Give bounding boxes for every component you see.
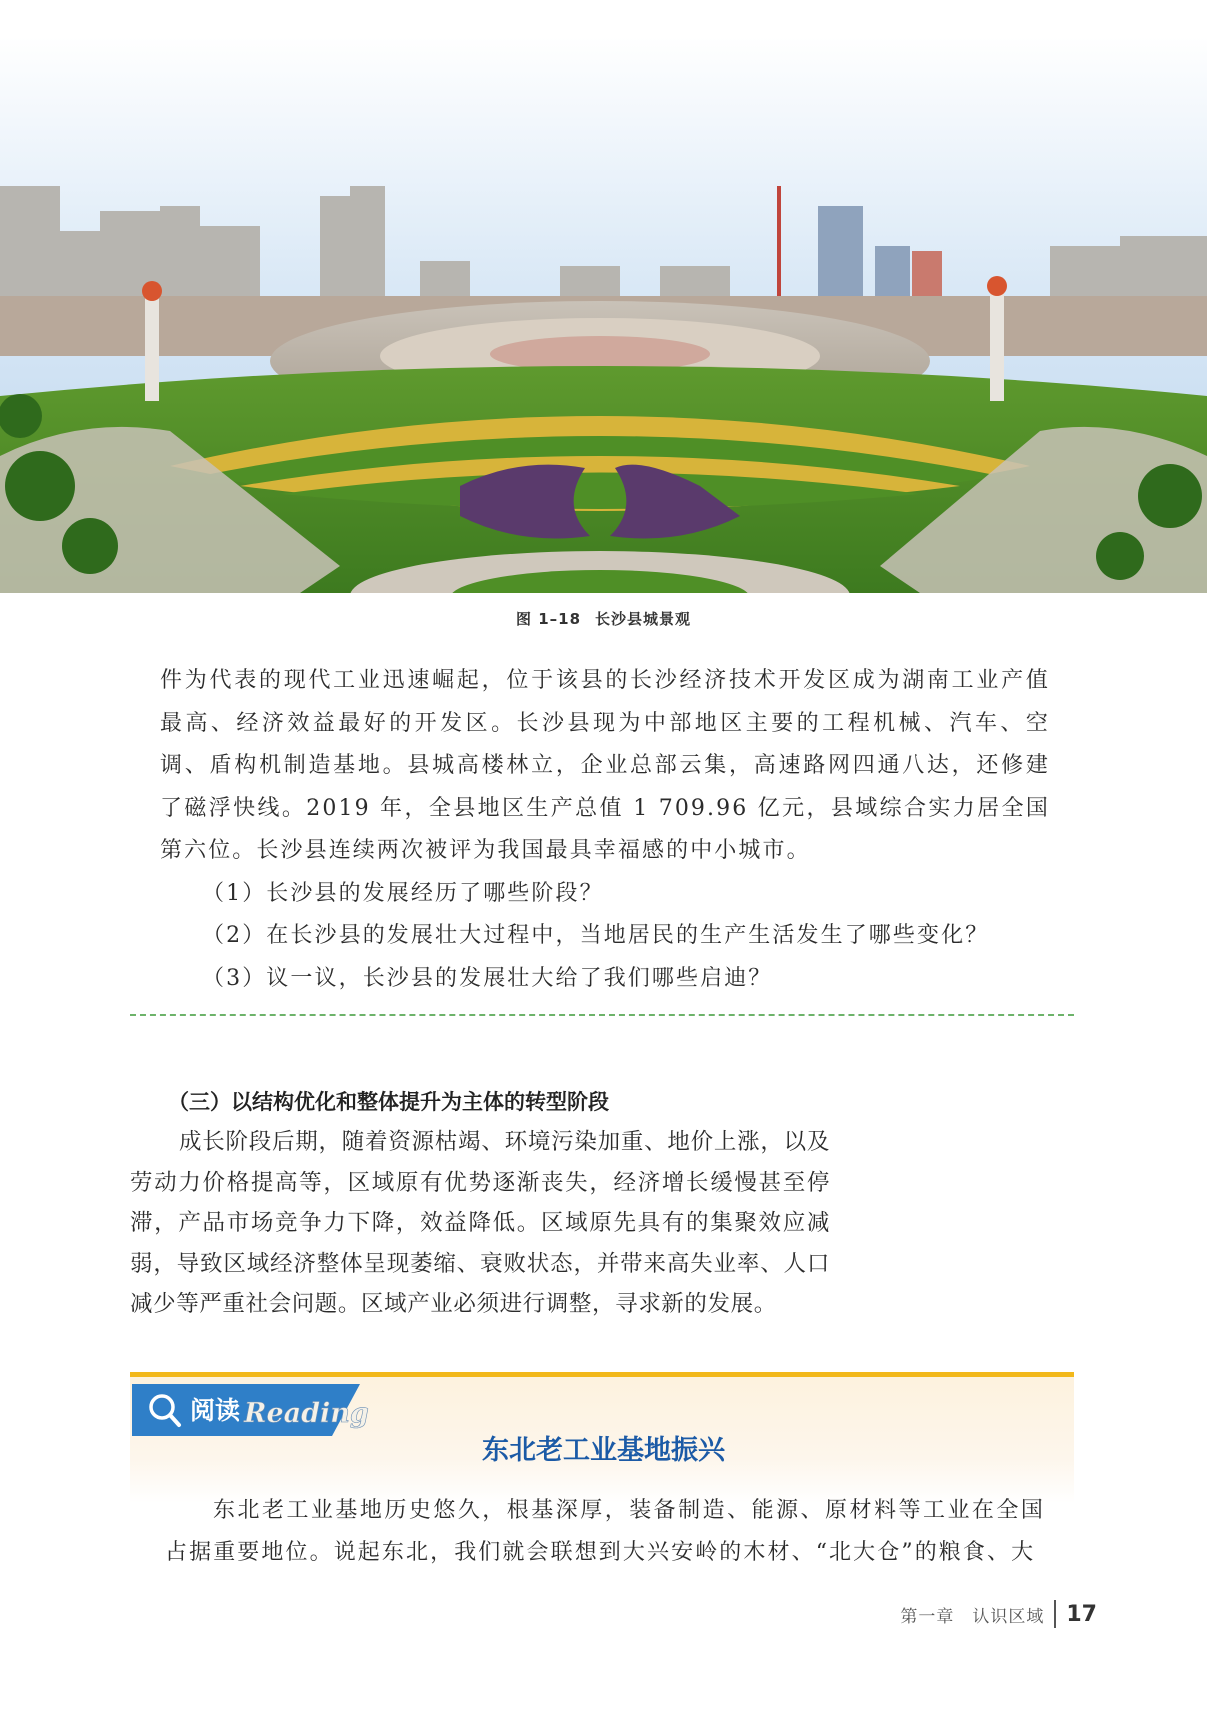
reading-body: [165, 1490, 1045, 1574]
city-landscape-photo: [0, 36, 1207, 593]
reading-tab-label: 阅读: [190, 1396, 241, 1425]
section-heading: （三）以结构优化和整体提升为主体的转型阶段: [168, 1090, 609, 1114]
figure-caption-text: 长沙县城景观: [595, 610, 692, 628]
activity-question-2: （2）在长沙县的发展壮大过程中，当地居民的生产生活发生了哪些变化？: [202, 923, 990, 948]
dashed-divider: [130, 1014, 1074, 1016]
chapter-label: 第一章 认识区域: [900, 1606, 1045, 1627]
section-body: [130, 1122, 830, 1325]
activity-question-3: （3）议一议，长沙县的发展壮大给了我们哪些启迪？: [202, 965, 773, 991]
activity-paragraph: 件为代表的现代工业迅速崛起，位于该县的长沙经济技术开发区成为湖南工业产值最高、经济效益最好的开发区。长沙县现为中部地区主要的工程机械、汽车、空调、盾构机制造基地。县城高楼林立，企业总部云集，高速路网四通八达，还修建了磁浮快线。2019 年，全县地区生产总值 1 709.96 亿元，县域综合实力居全国第六位。长沙县连续两次被评为我国最具幸福感的中小城市。: [160, 668, 1050, 863]
page-number: 17: [1066, 1601, 1097, 1627]
reading-title: 东北老工业基地振兴: [482, 1435, 725, 1466]
figure-number: 图 1–18: [515, 610, 582, 628]
figure-caption: [0, 608, 1207, 629]
activity-block: [160, 660, 1050, 1000]
reading-tab-label-en: Reading: [244, 1398, 369, 1429]
page-footer: [900, 1599, 1097, 1629]
activity-question-1: （1）长沙县的发展经历了哪些阶段？: [202, 880, 604, 906]
footer-separator: [1054, 1600, 1056, 1628]
section-paragraph: 成长阶段后期，随着资源枯竭、环境污染加重、地价上涨，以及劳动力价格提高等，区域原有优势逐渐丧失，经济增长缓慢甚至停滞，产品市场竞争力下降，效益降低。区域原先具有的集聚效应减弱，导致区域经济整体呈现萎缩、衰败状态，并带来高失业率、人口减少等严重社会问题。区域产业必须进行调整，寻求新的发展。: [130, 1129, 830, 1317]
reading-paragraph: 东北老工业基地历史悠久，根基深厚，装备制造、能源、原材料等工业在全国占据重要地位。说起东北，我们就会联想到大兴安岭的木材、“北大仓”的粮食、大: [165, 1498, 1045, 1565]
